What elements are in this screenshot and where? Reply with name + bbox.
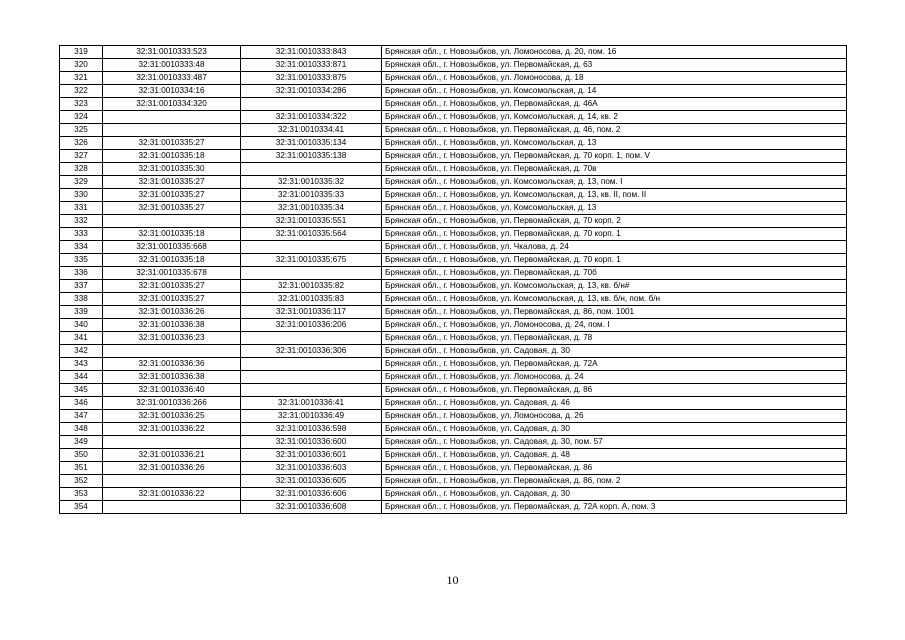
land-parcel-cadastral-cell [103,124,241,137]
table-row [60,488,847,501]
object-cadastral-cell: 32:31:0010336:598 [241,423,382,436]
address-cell: Брянская обл., г. Новозыбков, ул. Ломоносова, д. 20, пом. 16 [382,46,847,59]
object-cadastral-cell [241,332,382,345]
address-cell: Брянская обл., г. Новозыбков, ул. Первомайская, д. 86 [382,384,847,397]
table-row [60,137,847,150]
object-cadastral-cell [241,371,382,384]
row-number-cell: 328 [60,163,103,176]
land-parcel-cadastral-cell: 32:31:0010333:523 [103,46,241,59]
row-number-cell: 349 [60,436,103,449]
land-parcel-cadastral-cell: 32:31:0010336:26 [103,462,241,475]
row-number-cell: 341 [60,332,103,345]
parcel-registry-table [59,45,847,514]
object-cadastral-cell: 32:31:0010333:871 [241,59,382,72]
object-cadastral-cell: 32:31:0010336:41 [241,397,382,410]
table-row [60,124,847,137]
table-row [60,163,847,176]
address-cell: Брянская обл., г. Новозыбков, ул. Первомайская, д. 86, пом. 1001 [382,306,847,319]
table-row [60,189,847,202]
table-row [60,345,847,358]
object-cadastral-cell: 32:31:0010334:322 [241,111,382,124]
table-row [60,501,847,514]
land-parcel-cadastral-cell: 32:31:0010335:27 [103,176,241,189]
address-cell: Брянская обл., г. Новозыбков, ул. Комсомольская, д. 13, кв. б/н# [382,280,847,293]
row-number-cell: 322 [60,85,103,98]
object-cadastral-cell: 32:31:0010335:83 [241,293,382,306]
row-number-cell: 338 [60,293,103,306]
object-cadastral-cell [241,267,382,280]
row-number-cell: 330 [60,189,103,202]
row-number-cell: 342 [60,345,103,358]
address-cell: Брянская обл., г. Новозыбков, ул. Первомайская, д. 70 корп. 2 [382,215,847,228]
address-cell: Брянская обл., г. Новозыбков, ул. Комсомольская, д. 14, кв. 2 [382,111,847,124]
table-row [60,462,847,475]
land-parcel-cadastral-cell: 32:31:0010335:27 [103,280,241,293]
land-parcel-cadastral-cell [103,475,241,488]
land-parcel-cadastral-cell: 32:31:0010334:320 [103,98,241,111]
row-number-cell: 320 [60,59,103,72]
object-cadastral-cell: 32:31:0010333:875 [241,72,382,85]
table-row [60,306,847,319]
row-number-cell: 345 [60,384,103,397]
object-cadastral-cell: 32:31:0010335:551 [241,215,382,228]
row-number-cell: 346 [60,397,103,410]
object-cadastral-cell: 32:31:0010336:601 [241,449,382,462]
row-number-cell: 332 [60,215,103,228]
row-number-cell: 333 [60,228,103,241]
row-number-cell: 352 [60,475,103,488]
object-cadastral-cell: 32:31:0010335:34 [241,202,382,215]
land-parcel-cadastral-cell: 32:31:0010333:48 [103,59,241,72]
land-parcel-cadastral-cell [103,436,241,449]
table-body [60,46,847,514]
object-cadastral-cell: 32:31:0010334:41 [241,124,382,137]
row-number-cell: 321 [60,72,103,85]
row-number-cell: 347 [60,410,103,423]
object-cadastral-cell: 32:31:0010334:286 [241,85,382,98]
land-parcel-cadastral-cell: 32:31:0010335:30 [103,163,241,176]
object-cadastral-cell: 32:31:0010336:606 [241,488,382,501]
table-row [60,475,847,488]
row-number-cell: 354 [60,501,103,514]
land-parcel-cadastral-cell: 32:31:0010335:668 [103,241,241,254]
table-row [60,228,847,241]
table-row [60,59,847,72]
row-number-cell: 336 [60,267,103,280]
land-parcel-cadastral-cell: 32:31:0010336:36 [103,358,241,371]
table-row [60,150,847,163]
table-row [60,397,847,410]
address-cell: Брянская обл., г. Новозыбков, ул. Комсомольская, д. 13 [382,137,847,150]
object-cadastral-cell: 32:31:0010335:82 [241,280,382,293]
address-cell: Брянская обл., г. Новозыбков, ул. Комсомольская, д. 13, пом. I [382,176,847,189]
table-row [60,410,847,423]
row-number-cell: 344 [60,371,103,384]
row-number-cell: 325 [60,124,103,137]
row-number-cell: 331 [60,202,103,215]
object-cadastral-cell [241,358,382,371]
object-cadastral-cell: 32:31:0010333:843 [241,46,382,59]
table-row [60,423,847,436]
table-row [60,384,847,397]
row-number-cell: 337 [60,280,103,293]
address-cell: Брянская обл., г. Новозыбков, ул. Ломоносова, д. 18 [382,72,847,85]
address-cell: Брянская обл., г. Новозыбков, ул. Чкалова, д. 24 [382,241,847,254]
land-parcel-cadastral-cell: 32:31:0010335:678 [103,267,241,280]
table-row [60,332,847,345]
address-cell: Брянская обл., г. Новозыбков, ул. Первомайская, д. 78 [382,332,847,345]
object-cadastral-cell [241,163,382,176]
land-parcel-cadastral-cell [103,345,241,358]
row-number-cell: 335 [60,254,103,267]
table-row [60,371,847,384]
address-cell: Брянская обл., г. Новозыбков, ул. Первомайская, д. 70 корп. 1, пом. V [382,150,847,163]
table-row [60,202,847,215]
row-number-cell: 324 [60,111,103,124]
land-parcel-cadastral-cell: 32:31:0010335:27 [103,293,241,306]
object-cadastral-cell: 32:31:0010335:564 [241,228,382,241]
row-number-cell: 326 [60,137,103,150]
row-number-cell: 348 [60,423,103,436]
land-parcel-cadastral-cell: 32:31:0010335:27 [103,189,241,202]
land-parcel-cadastral-cell: 32:31:0010336:266 [103,397,241,410]
row-number-cell: 353 [60,488,103,501]
address-cell: Брянская обл., г. Новозыбков, ул. Первомайская, д. 70б [382,267,847,280]
object-cadastral-cell: 32:31:0010335:675 [241,254,382,267]
table-row [60,267,847,280]
land-parcel-cadastral-cell [103,215,241,228]
table-row [60,176,847,189]
row-number-cell: 323 [60,98,103,111]
address-cell: Брянская обл., г. Новозыбков, ул. Комсомольская, д. 14 [382,85,847,98]
object-cadastral-cell: 32:31:0010336:605 [241,475,382,488]
land-parcel-cadastral-cell [103,501,241,514]
object-cadastral-cell: 32:31:0010335:33 [241,189,382,202]
page-number: 10 [446,573,459,587]
address-cell: Брянская обл., г. Новозыбков, ул. Первомайская, д. 86 [382,462,847,475]
row-number-cell: 327 [60,150,103,163]
land-parcel-cadastral-cell: 32:31:0010336:23 [103,332,241,345]
object-cadastral-cell: 32:31:0010335:32 [241,176,382,189]
table-row [60,293,847,306]
address-cell: Брянская обл., г. Новозыбков, ул. Ломоносова, д. 24, пом. I [382,319,847,332]
table-row [60,46,847,59]
table-row [60,98,847,111]
object-cadastral-cell: 32:31:0010336:49 [241,410,382,423]
address-cell: Брянская обл., г. Новозыбков, ул. Комсомольская, д. 13 [382,202,847,215]
object-cadastral-cell: 32:31:0010335:138 [241,150,382,163]
table-row [60,85,847,98]
land-parcel-cadastral-cell: 32:31:0010335:18 [103,150,241,163]
row-number-cell: 329 [60,176,103,189]
land-parcel-cadastral-cell: 32:31:0010336:22 [103,488,241,501]
table-row [60,72,847,85]
table-row [60,111,847,124]
row-number-cell: 340 [60,319,103,332]
address-cell: Брянская обл., г. Новозыбков, ул. Ломоносова, д. 24 [382,371,847,384]
object-cadastral-cell: 32:31:0010336:600 [241,436,382,449]
land-parcel-cadastral-cell: 32:31:0010336:26 [103,306,241,319]
address-cell: Брянская обл., г. Новозыбков, ул. Садовая, д. 30, пом. 57 [382,436,847,449]
table-row [60,358,847,371]
land-parcel-cadastral-cell: 32:31:0010336:38 [103,319,241,332]
address-cell: Брянская обл., г. Новозыбков, ул. Ломоносова, д. 26 [382,410,847,423]
land-parcel-cadastral-cell: 32:31:0010335:27 [103,137,241,150]
row-number-cell: 350 [60,449,103,462]
object-cadastral-cell [241,98,382,111]
address-cell: Брянская обл., г. Новозыбков, ул. Комсомольская, д. 13, кв. II, пом. II [382,189,847,202]
land-parcel-cadastral-cell: 32:31:0010334:16 [103,85,241,98]
land-parcel-cadastral-cell: 32:31:0010335:18 [103,254,241,267]
row-number-cell: 334 [60,241,103,254]
table-row [60,280,847,293]
object-cadastral-cell: 32:31:0010336:306 [241,345,382,358]
row-number-cell: 343 [60,358,103,371]
object-cadastral-cell [241,384,382,397]
address-cell: Брянская обл., г. Новозыбков, ул. Первомайская, д. 86, пом. 2 [382,475,847,488]
address-cell: Брянская обл., г. Новозыбков, ул. Первомайская, д. 72А корп. А, пом. 3 [382,501,847,514]
object-cadastral-cell: 32:31:0010336:206 [241,319,382,332]
land-parcel-cadastral-cell: 32:31:0010333:487 [103,72,241,85]
address-cell: Брянская обл., г. Новозыбков, ул. Первомайская, д. 70в [382,163,847,176]
object-cadastral-cell: 32:31:0010336:117 [241,306,382,319]
row-number-cell: 351 [60,462,103,475]
address-cell: Брянская обл., г. Новозыбков, ул. Первомайская, д. 72А [382,358,847,371]
object-cadastral-cell: 32:31:0010336:608 [241,501,382,514]
table-row [60,449,847,462]
land-parcel-cadastral-cell: 32:31:0010336:40 [103,384,241,397]
table-row [60,319,847,332]
object-cadastral-cell: 32:31:0010336:603 [241,462,382,475]
table-row [60,241,847,254]
land-parcel-cadastral-cell: 32:31:0010336:38 [103,371,241,384]
land-parcel-cadastral-cell [103,111,241,124]
address-cell: Брянская обл., г. Новозыбков, ул. Первомайская, д. 70 корп. 1 [382,228,847,241]
address-cell: Брянская обл., г. Новозыбков, ул. Первомайская, д. 63 [382,59,847,72]
table-row [60,436,847,449]
address-cell: Брянская обл., г. Новозыбков, ул. Первомайская, д. 70 корп. 1 [382,254,847,267]
land-parcel-cadastral-cell: 32:31:0010335:27 [103,202,241,215]
object-cadastral-cell: 32:31:0010335:134 [241,137,382,150]
address-cell: Брянская обл., г. Новозыбков, ул. Садовая, д. 48 [382,449,847,462]
table-row [60,254,847,267]
object-cadastral-cell [241,241,382,254]
address-cell: Брянская обл., г. Новозыбков, ул. Первомайская, д. 46, пом. 2 [382,124,847,137]
address-cell: Брянская обл., г. Новозыбков, ул. Садовая, д. 46 [382,397,847,410]
row-number-cell: 319 [60,46,103,59]
land-parcel-cadastral-cell: 32:31:0010335:18 [103,228,241,241]
address-cell: Брянская обл., г. Новозыбков, ул. Комсомольская, д. 13, кв. б/н, пом. б/н [382,293,847,306]
address-cell: Брянская обл., г. Новозыбков, ул. Садовая, д. 30 [382,423,847,436]
table-row [60,215,847,228]
land-parcel-cadastral-cell: 32:31:0010336:22 [103,423,241,436]
address-cell: Брянская обл., г. Новозыбков, ул. Первомайская, д. 46А [382,98,847,111]
row-number-cell: 339 [60,306,103,319]
address-cell: Брянская обл., г. Новозыбков, ул. Садовая, д. 30 [382,488,847,501]
address-cell: Брянская обл., г. Новозыбков, ул. Садовая, д. 30 [382,345,847,358]
land-parcel-cadastral-cell: 32:31:0010336:21 [103,449,241,462]
land-parcel-cadastral-cell: 32:31:0010336:25 [103,410,241,423]
